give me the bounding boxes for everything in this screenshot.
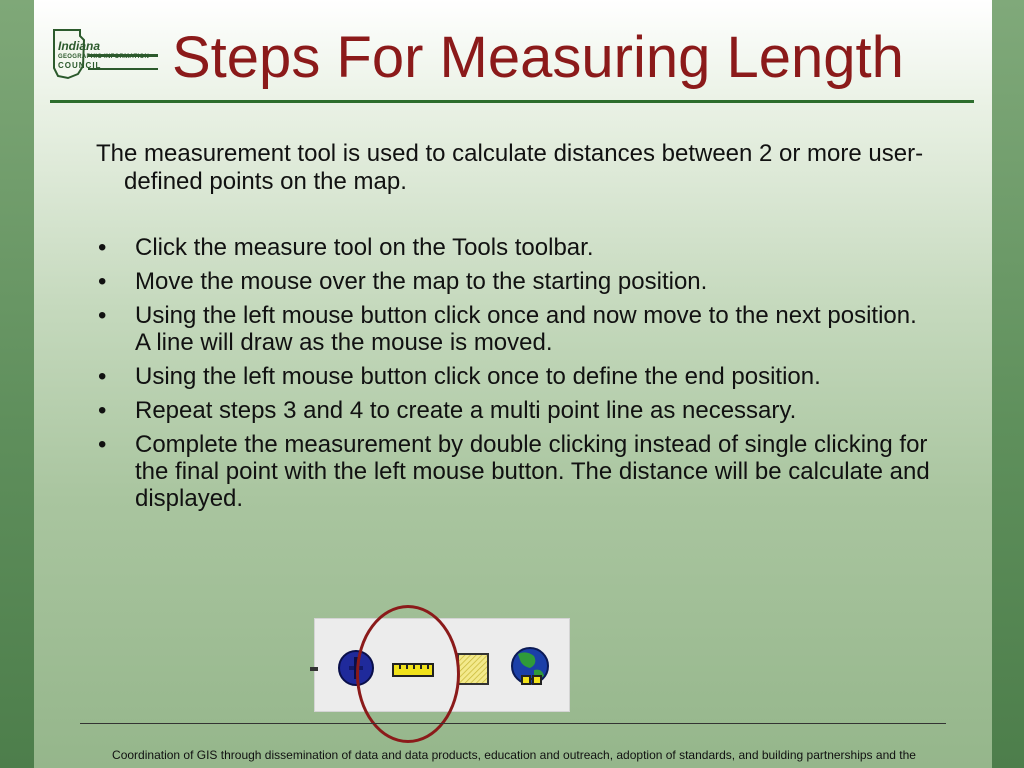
- list-item: [96, 363, 936, 390]
- list-item: [96, 431, 936, 512]
- step-text: Using the left mouse button click once to define the end position.: [135, 363, 821, 390]
- select-area-icon[interactable]: [456, 652, 490, 686]
- right-side-band: [992, 0, 1024, 768]
- bullet-marker: •: [98, 234, 107, 261]
- bullet-marker: •: [98, 302, 107, 329]
- globe-search-icon[interactable]: [508, 646, 554, 692]
- left-side-band: [0, 0, 34, 768]
- bullet-marker: •: [98, 363, 107, 390]
- list-item: [96, 234, 936, 261]
- slide-title: Steps For Measuring Length: [172, 25, 904, 90]
- step-text: Click the measure tool on the Tools toolbar.: [135, 234, 594, 261]
- toolbar-separator-icon: [310, 664, 318, 676]
- footer-divider: [80, 723, 946, 724]
- step-text: Move the mouse over the map to the starting position.: [135, 268, 708, 295]
- list-item: [96, 302, 936, 356]
- bullet-marker: •: [98, 431, 107, 458]
- logo-line-2: GEOGRAPHIC INFORMATION: [58, 54, 150, 60]
- logo-line-1: Indiana: [58, 39, 101, 53]
- logo-text: [58, 40, 149, 70]
- list-item: [96, 397, 936, 424]
- bullet-marker: •: [98, 397, 107, 424]
- steps-list: [96, 234, 936, 519]
- step-text: Repeat steps 3 and 4 to create a multi point line as necessary.: [135, 397, 797, 424]
- bullet-marker: •: [98, 268, 107, 295]
- logo-line-3: COUNCIL: [58, 61, 102, 70]
- list-item: [96, 268, 936, 295]
- title-divider: [50, 100, 974, 103]
- step-text: Using the left mouse button click once and now move to the next position. A line will draw as the mouse is moved.: [135, 302, 917, 356]
- footer-text: Coordination of GIS through dissemination of data and data products, education and outreach, adoption of standards, and building partnerships and the: [112, 748, 916, 762]
- step-text: Complete the measurement by double clicking instead of single clicking for the final point with the left mouse button. The distance will be calculate and displayed.: [135, 431, 930, 512]
- intro-paragraph: The measurement tool is used to calculate distances between 2 or more user-defined points on the map.: [96, 140, 924, 195]
